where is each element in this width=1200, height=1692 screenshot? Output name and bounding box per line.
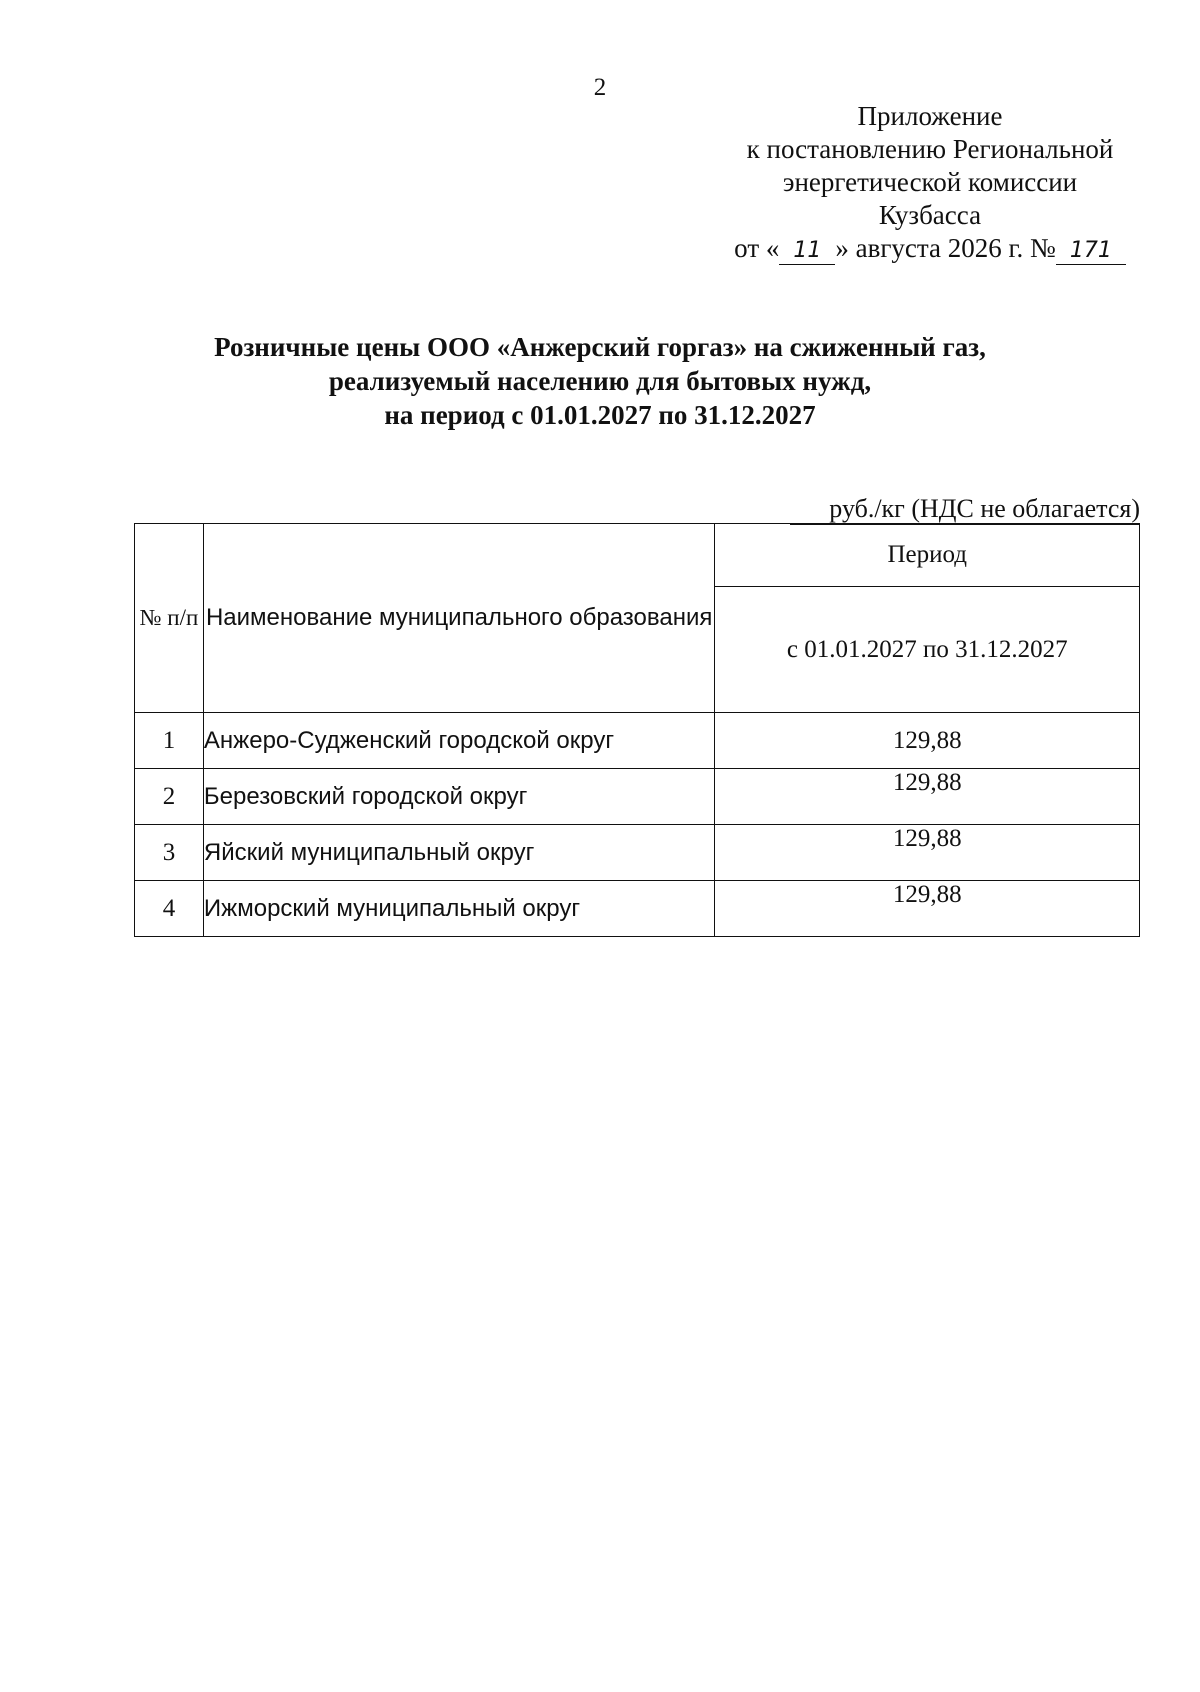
- row-municipality: Ижморский муниципальный округ: [203, 881, 715, 937]
- row-municipality: Яйский муниципальный округ: [203, 825, 715, 881]
- handwritten-day: 11: [779, 238, 835, 265]
- table-row: [135, 881, 1140, 937]
- appendix-title: Приложение: [857, 101, 1003, 131]
- header-number: № п/п: [135, 524, 204, 713]
- table-row: [135, 713, 1140, 769]
- row-number: 2: [135, 769, 204, 825]
- row-price: 129,88: [715, 713, 1140, 769]
- row-number: 3: [135, 825, 204, 881]
- appendix-resolution-line: к постановлению Региональной: [746, 134, 1114, 164]
- title-line-1: Розничные цены ООО «Анжерский горгаз» на сжиженный газ,: [214, 332, 986, 362]
- table-row: [135, 769, 1140, 825]
- appendix-header: [700, 100, 1160, 265]
- price-table: [134, 523, 1140, 937]
- appendix-region-line: Кузбасса: [878, 200, 982, 230]
- handwritten-number: 171: [1056, 238, 1126, 265]
- header-period-range: с 01.01.2027 по 31.12.2027: [715, 587, 1140, 713]
- row-municipality: Анжеро-Судженский городской округ: [203, 713, 715, 769]
- row-price: 129,88: [715, 769, 1140, 825]
- row-municipality: Березовский городской округ: [203, 769, 715, 825]
- document-title: [0, 330, 1200, 432]
- title-line-3: на период с 01.01.2027 по 31.12.2027: [384, 400, 816, 430]
- unit-note: руб./кг (НДС не облагается): [790, 494, 1140, 525]
- page-number: 2: [593, 74, 607, 101]
- appendix-date-line: [700, 232, 1160, 265]
- date-middle: » августа 2026 г. №: [835, 233, 1056, 263]
- table-header-row: [135, 524, 1140, 587]
- date-prefix: от «: [734, 233, 780, 263]
- table-row: [135, 825, 1140, 881]
- header-municipality: Наименование муниципального образования: [203, 524, 715, 713]
- header-period: Период: [715, 524, 1140, 587]
- row-number: 4: [135, 881, 204, 937]
- row-price: 129,88: [715, 825, 1140, 881]
- title-line-2: реализуемый населению для бытовых нужд,: [328, 366, 872, 396]
- appendix-commission-line: энергетической комиссии: [782, 167, 1078, 197]
- row-price: 129,88: [715, 881, 1140, 937]
- row-number: 1: [135, 713, 204, 769]
